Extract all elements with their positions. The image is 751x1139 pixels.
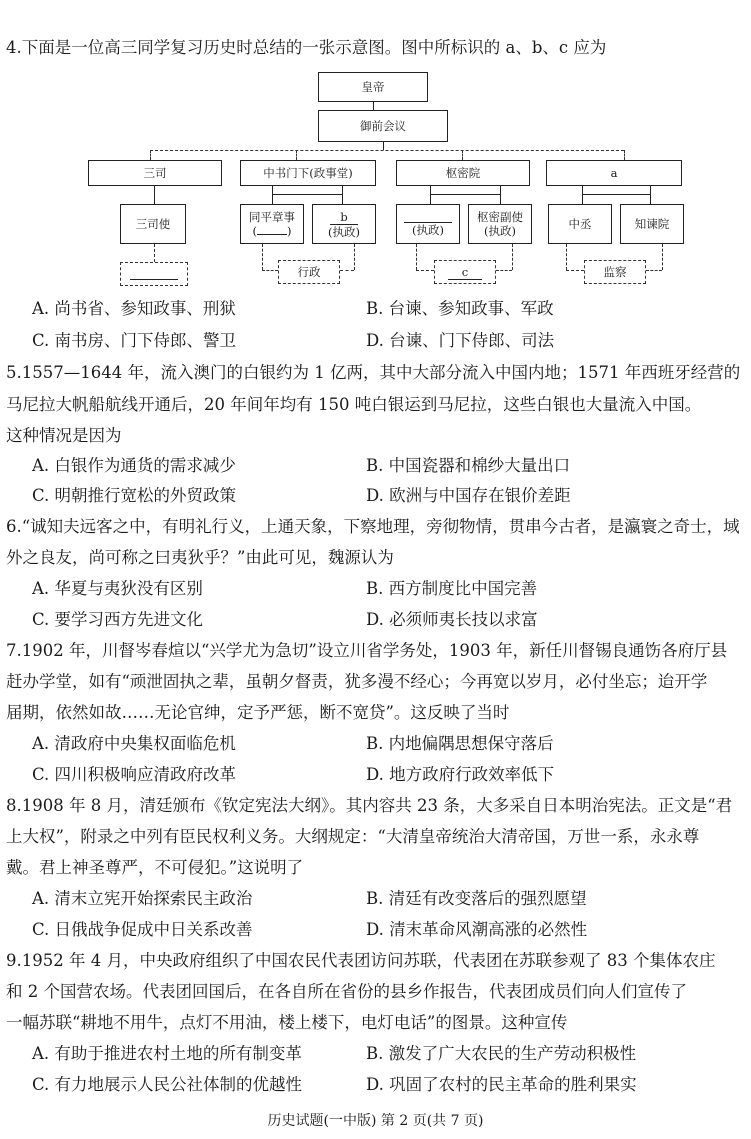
q9-line: 和 2 个国营农场。代表团回国后，在各自所在省份的县乡作报告，代表团成员们向人们宣传了 (6, 982, 687, 1001)
dashed-connector (646, 270, 662, 271)
q5-option-d[interactable]: D. 欧洲与中国存在银价差距 (366, 486, 571, 505)
dashed-connector (262, 244, 263, 270)
dashed-connector (150, 150, 624, 151)
q7-option-a[interactable]: A. 清政府中央集权面临危机 (32, 734, 236, 753)
shumi-fushi-sub: (执政) (484, 224, 516, 238)
q4-option-d[interactable]: D. 台谏、门下侍郎、司法 (366, 331, 555, 350)
connector (650, 186, 651, 204)
b-box (312, 204, 376, 244)
q5-line: 这种情况是因为 (6, 426, 122, 445)
tongping-paren-close: ) (287, 224, 292, 238)
q5-option-a[interactable]: A. 白银作为通货的需求减少 (32, 456, 236, 475)
q7-option-b[interactable]: B. 内地偏隅思想保守落后 (366, 734, 554, 753)
zhongcheng-box: 中丞 (548, 204, 612, 244)
dashed-connector (150, 150, 151, 160)
connector (500, 186, 501, 204)
dashed-connector (296, 150, 297, 160)
q8-line: 上大权”，附录之中列有臣民权利义务。大纲规定：“大清皇帝统治大清帝国，万世一系，永永尊 (6, 827, 700, 846)
dashed-connector (496, 270, 512, 271)
q8-option-a[interactable]: A. 清末立宪开始探索民主政治 (32, 889, 253, 908)
sansishi-box: 三司使 (120, 204, 186, 244)
tongping-label: 同平章事 (249, 210, 295, 224)
q8-line: 8.1908 年 8 月，清廷颁布《钦定宪法大纲》。其内容共 23 条，大多采自日本明治宪法。正文是“君 (6, 796, 733, 815)
blank-line (257, 226, 287, 235)
shumi-box: 枢密院 (396, 160, 530, 186)
xingzheng-box: 行政 (278, 260, 340, 284)
connector (430, 186, 431, 204)
dashed-connector (462, 150, 463, 160)
connector (582, 186, 583, 204)
connector (383, 142, 384, 150)
tongping-box (240, 204, 304, 244)
b-label: b (330, 210, 357, 225)
zhongshu-box: 中书门下(政事堂) (240, 160, 376, 186)
q8-line: 戴。君上神圣尊严，不可侵犯。”这说明了 (6, 858, 304, 877)
q9-line: 9.1952 年 4 月，中央政府组织了中国农民代表团访问苏联，代表团在苏联参观了 83 个集体农庄 (6, 951, 716, 970)
jiancha-box: 监察 (584, 260, 646, 284)
q5-option-b[interactable]: B. 中国瓷器和棉纱大量出口 (366, 456, 571, 475)
dashed-connector (512, 244, 513, 270)
dashed-connector (416, 270, 434, 271)
dashed-connector (262, 270, 278, 271)
emperor-box: 皇帝 (318, 72, 428, 102)
q9-option-c[interactable]: C. 有力地展示人民公社体制的优越性 (32, 1075, 303, 1094)
sansi-bottom-dashed-box (120, 262, 188, 286)
connector (154, 186, 155, 204)
shumi-left-sub: (执政) (412, 222, 444, 237)
q7-line: 7.1902 年，川督岑春煊以“兴学尤为急切”设立川省学务处，1903 年，新任川督锡良通饬各府厅县 (6, 641, 728, 660)
q6-line: 外之良友，尚可称之曰夷狄乎？”由此可见，魏源认为 (6, 548, 394, 567)
c-box (434, 260, 496, 284)
dashed-connector (416, 244, 417, 270)
connector (582, 194, 650, 195)
dashed-connector (340, 270, 354, 271)
q7-line: 赶办学堂，如有“顽泄固执之辈，虽朝夕督责，犹多漫不经心；今再宽以岁月，必付坐忘；迨开学 (6, 672, 708, 691)
q4-option-b[interactable]: B. 台谏、参知政事、军政 (366, 299, 554, 318)
q9-option-b[interactable]: B. 激发了广大农民的生产劳动积极性 (366, 1044, 637, 1063)
q6-option-b[interactable]: B. 西方制度比中国完善 (366, 579, 538, 598)
sansi-box: 三司 (88, 160, 222, 186)
shumi-left-box (396, 204, 460, 244)
dashed-connector (566, 244, 567, 270)
q7-option-c[interactable]: C. 四川积极响应清政府改革 (32, 765, 237, 784)
q7-line: 届期，依然如故……无论官绅，定予严惩，断不宽贷”。这反映了当时 (6, 703, 510, 722)
dashed-connector (662, 244, 663, 270)
q8-option-b[interactable]: B. 清廷有改变落后的强烈愿望 (366, 889, 587, 908)
q6-option-c[interactable]: C. 要学习西方先进文化 (32, 610, 204, 629)
c-label: c (448, 265, 482, 280)
q5-line: 5.1557—1644 年，流入澳门的白银约为 1 亿两，其中大部分流入中国内地；1571 年西班牙经营的 (6, 363, 741, 382)
shumi-fushi-label: 枢密副使 (477, 210, 523, 224)
q6-option-a[interactable]: A. 华夏与夷狄没有区别 (32, 579, 203, 598)
tongping-paren-open: ( (252, 224, 257, 238)
q8-option-c[interactable]: C. 日俄战争促成中日关系改善 (32, 920, 253, 939)
q4-option-c[interactable]: C. 南书房、门下侍郎、警卫 (32, 331, 237, 350)
connector (272, 194, 342, 195)
dashed-connector (624, 150, 625, 160)
q9-line: 一幅苏联“耕地不用牛，点灯不用油，楼上楼下，电灯电话”的图景。这种宣传 (6, 1013, 568, 1032)
connector (430, 194, 500, 195)
shumi-fushi-box (468, 204, 532, 244)
q9-option-d[interactable]: D. 巩固了农村的民主革命的胜利果实 (366, 1075, 637, 1094)
q5-line: 马尼拉大帆船航线开通后，20 年间年均有 150 吨白银运到马尼拉，这些白银也大量流入中国。 (6, 395, 702, 414)
page-footer: 历史试题(一中版) 第 2 页(共 7 页) (267, 1113, 484, 1129)
a-box: a (546, 160, 682, 186)
q6-line: 6.“诚知夫远客之中，有明礼行义，上通天象，下察地理，旁彻物情，贯串今古者，是瀛寰之奇士，域 (6, 517, 740, 536)
dashed-connector (154, 244, 155, 262)
connector (342, 186, 343, 204)
connector (373, 102, 374, 110)
q4-option-a[interactable]: A. 尚书省、参知政事、刑狱 (32, 299, 236, 318)
q5-option-c[interactable]: C. 明朝推行宽松的外贸政策 (32, 486, 237, 505)
blank-line (404, 212, 452, 223)
q8-option-d[interactable]: D. 清末革命风潮高涨的必然性 (366, 920, 588, 939)
zhijian-box: 知谏院 (620, 204, 684, 244)
q9-option-a[interactable]: A. 有助于推进农村土地的所有制变革 (32, 1044, 302, 1063)
q6-option-d[interactable]: D. 必须师夷长技以求富 (366, 610, 538, 629)
q7-option-d[interactable]: D. 地方政府行政效率低下 (366, 765, 555, 784)
dashed-connector (566, 270, 584, 271)
q4-stem: 4.下面是一位高三同学复习历史时总结的一张示意图。图中所标识的 a、b、c 应为 (6, 38, 607, 57)
dashed-connector (354, 244, 355, 270)
blank-line (130, 269, 178, 280)
council-box: 御前会议 (318, 110, 448, 142)
connector (272, 186, 273, 204)
b-sub: (执政) (328, 224, 360, 239)
